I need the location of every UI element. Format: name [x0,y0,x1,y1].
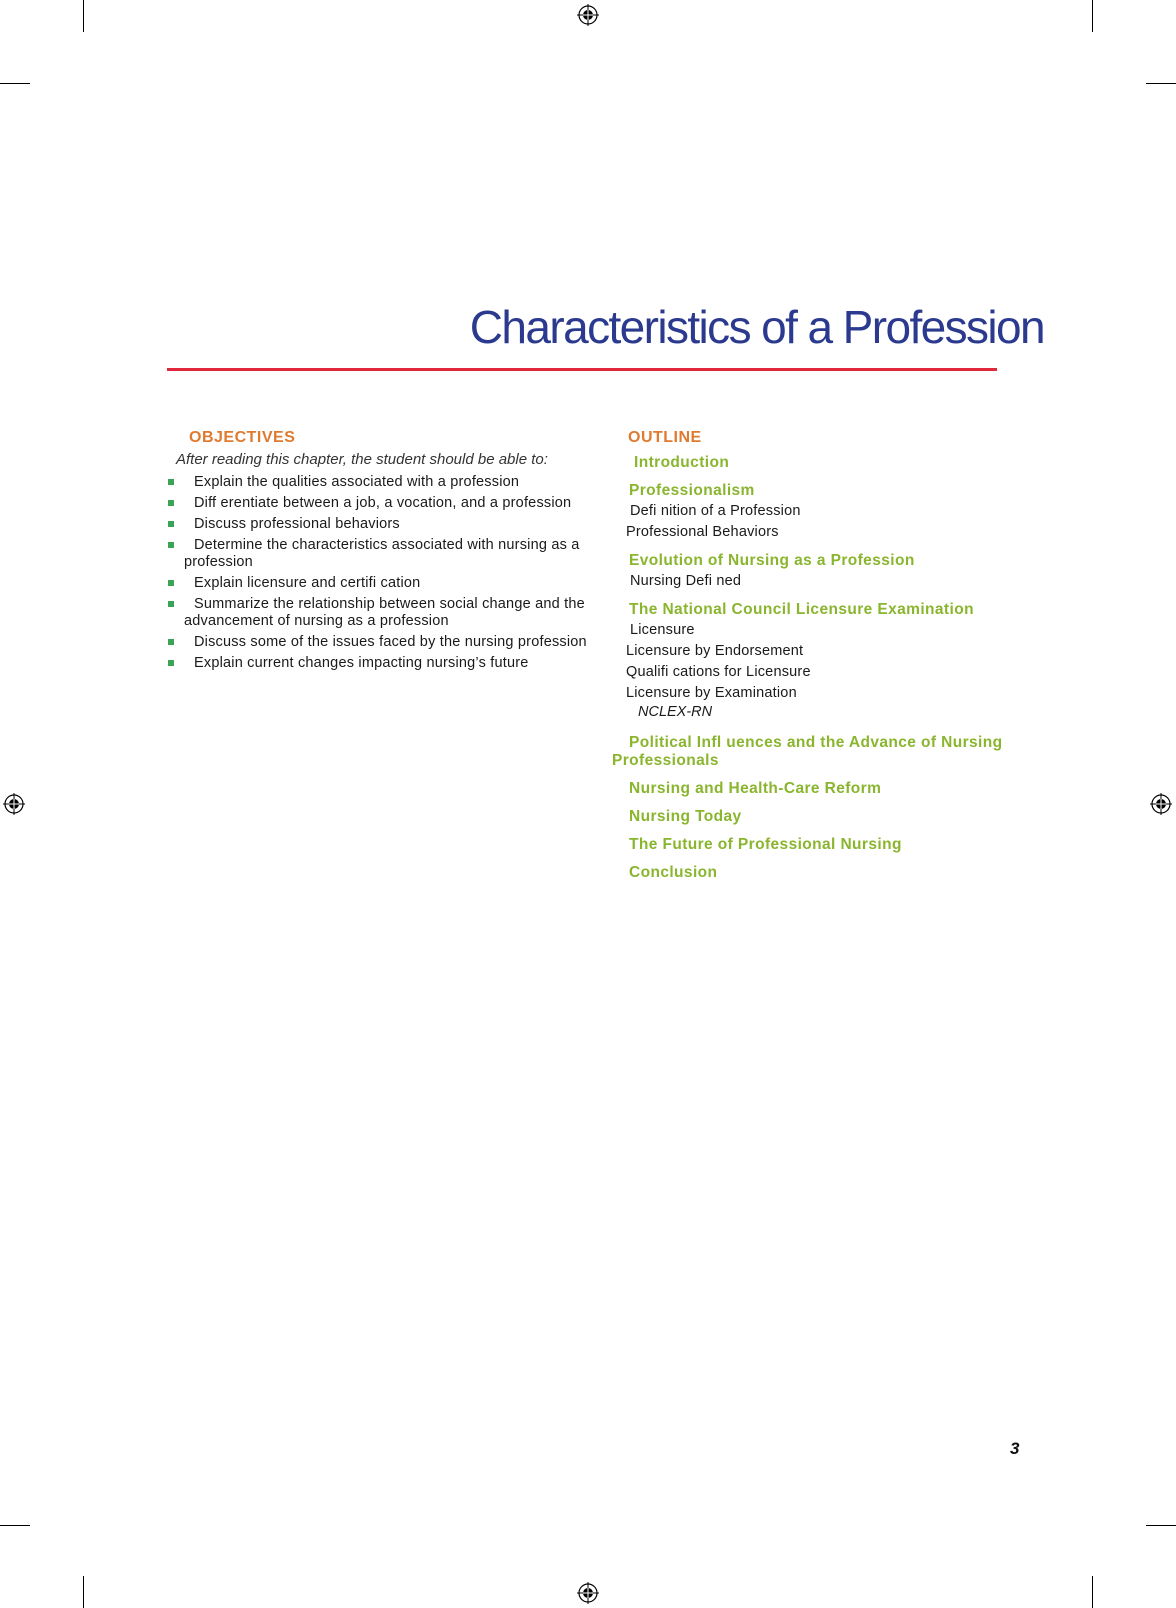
crop-mark-bottom-right-h [1146,1525,1176,1526]
outline-entry-reform: Nursing and Health-Care Reform [629,780,882,797]
outline-entry-political: Political Infl uences and the Advance of Nursing Professionals [612,734,1003,769]
outline-entry-professionalism: Professionalism [629,482,755,499]
outline-entry-licensure: Licensure [630,622,695,638]
outline-entry-qualifications: Qualifi cations for Licensure [626,664,811,680]
outline-entry-examination: Licensure by Examination [626,685,797,701]
crop-mark-top-left-v [83,0,84,32]
bullet-icon [168,639,174,645]
outline-entry-behaviors: Professional Behaviors [626,524,779,540]
registration-mark-left-icon [3,793,25,815]
outline-entry-nursing-today: Nursing Today [629,808,742,825]
outline-entry-conclusion: Conclusion [629,864,718,881]
objectives-list [168,474,618,676]
outline-entry-evolution: Evolution of Nursing as a Profession [629,552,915,569]
outline-entry-nursing-defined: Nursing Defi ned [630,573,742,589]
objective-item: Explain the qualities associated with a profession [168,474,618,491]
objectives-heading: OBJECTIVES [189,429,296,446]
outline-entry-nclex-council: The National Council Licensure Examination [629,601,974,618]
outline-heading: OUTLINE [628,429,702,446]
objective-item: Discuss some of the issues faced by the nursing profession [168,634,618,651]
bullet-icon [168,601,174,607]
registration-mark-right-icon [1150,793,1172,815]
objective-item: Explain licensure and certifi cation [168,575,618,592]
outline-entry-future: The Future of Professional Nursing [629,836,902,853]
objective-item: Diff erentiate between a job, a vocation, and a profession [168,495,618,512]
crop-mark-top-right-h [1146,83,1176,84]
crop-mark-bottom-left-v [83,1576,84,1608]
crop-mark-top-left-h [0,83,30,84]
registration-mark-top-icon [577,4,599,26]
bullet-icon [168,521,174,527]
bullet-icon [168,660,174,666]
objective-item: Summarize the relationship between social change and the advancement of nursing as a profession [168,596,618,630]
objective-item: Discuss professional behaviors [168,516,618,533]
title-rule [167,368,997,371]
outline-entry-endorsement: Licensure by Endorsement [626,643,804,659]
outline-entry-introduction: Introduction [634,454,730,471]
bullet-icon [168,479,174,485]
page-number: 3 [1010,1439,1020,1458]
outline-entry-definition: Defi nition of a Profession [630,503,801,519]
objectives-intro: After reading this chapter, the student should be able to: [176,451,548,468]
bullet-icon [168,500,174,506]
registration-mark-bottom-icon [577,1582,599,1604]
crop-mark-bottom-left-h [0,1525,30,1526]
bullet-icon [168,542,174,548]
crop-mark-top-right-v [1092,0,1093,32]
objective-item: Determine the characteristics associated with nursing as a profession [168,537,618,571]
chapter-title: Characteristics of a Profession [469,301,1044,353]
outline-entry-nclex-rn: NCLEX-RN [638,704,713,720]
crop-mark-bottom-right-v [1092,1576,1093,1608]
objective-item: Explain current changes impacting nursing’s future [168,655,618,672]
bullet-icon [168,580,174,586]
